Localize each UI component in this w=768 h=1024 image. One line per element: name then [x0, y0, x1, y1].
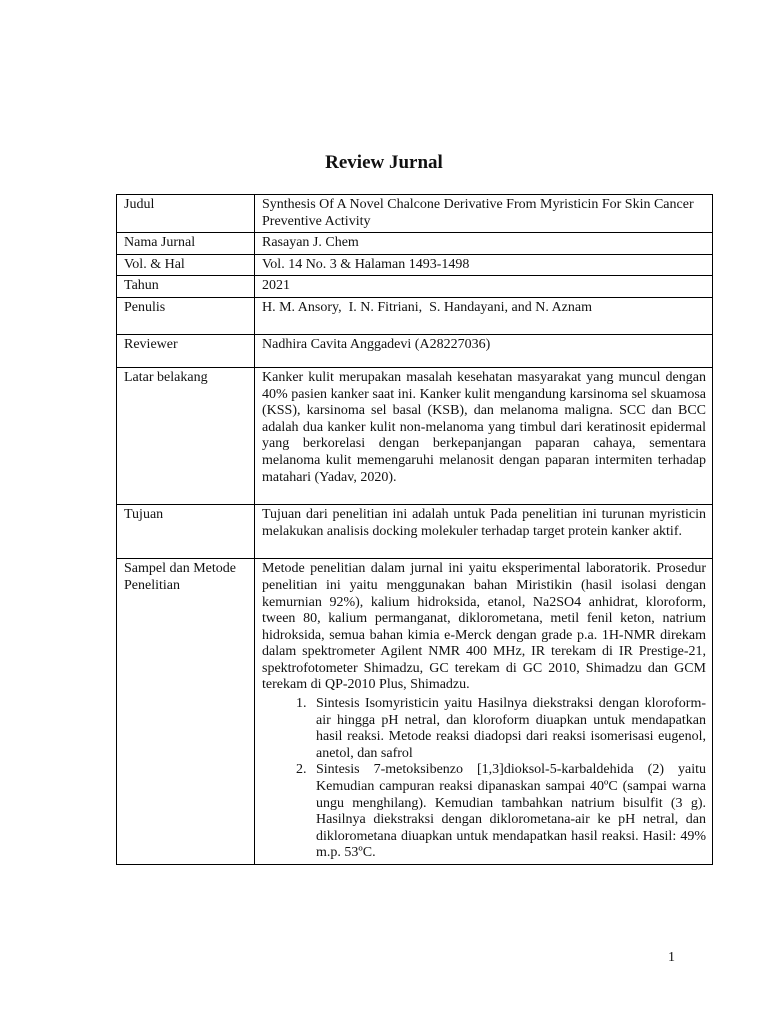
label-vol-hal: Vol. & Hal	[117, 254, 255, 276]
page-title: Review Jurnal	[325, 152, 443, 173]
label-penulis: Penulis	[117, 297, 255, 334]
table-row-judul	[117, 195, 713, 233]
label-sampel-metode: Sampel dan Metode Penelitian	[117, 559, 255, 865]
page-number: 1	[668, 950, 675, 965]
label-judul: Judul	[117, 195, 255, 233]
method-step: 1. Sintesis Isomyristicin yaitu Hasilnya diekstraksi dengan kloroform-air hingga pH netral, dan kloroform diuapkan untuk mendapatkan hasil reaksi. Metode reaksi diadopsi dari reaksi isomerisasi eugenol, anetol, dan safrol	[310, 696, 706, 762]
label-tahun: Tahun	[117, 276, 255, 298]
method-steps-list	[262, 696, 706, 862]
table-row-latar-belakang	[117, 367, 713, 504]
value-sampel-metode	[255, 559, 713, 865]
table-row-penulis	[117, 297, 713, 334]
value-judul: Synthesis Of A Novel Chalcone Derivative From Myristicin For Skin Cancer Preventive Activity	[255, 195, 713, 233]
method-step: 2. Sintesis 7-metoksibenzo [1,3]dioksol-5-karbaldehida (2) yaitu Kemudian campuran reaksi dipanaskan sampai 40ºC (sampai warna ungu menghilang). Kemudian tambahkan natrium bisulfit (3 g). Hasilnya diekstraksi dengan diklorometana-air ke pH netral, dan diklorometana diuapkan untuk mendapatkan hasil reaksi. Hasil: 49% m.p. 53ºC.	[310, 762, 706, 862]
value-tahun: 2021	[255, 276, 713, 298]
value-penulis: H. M. Ansory, I. N. Fitriani, S. Handayani, and N. Aznam	[255, 297, 713, 334]
value-nama-jurnal: Rasayan J. Chem	[255, 233, 713, 255]
sampel-paragraph: Metode penelitian dalam jurnal ini yaitu eksperimental laboratorik. Prosedur penelitian ini yaitu menggunakan bahan Miristikin (hasil isolasi dengan kemurnian 92%), kalium hidroksida, etanol, Na2SO4 anhidrat, kloroform, tween 80, kalium permanganat, diklorometana, metil fenil keton, natrium hidroksida, semua bahan kimia e-Merck dengan grade p.a. 1H-NMR direkam dalam spektrometer Agilent NMR 400 MHz, IR terekam di IR Prestige-21, spektrofotometer Shimadzu, GC terekam di GC 2010, Shimadzu dan GCM terekam di QP-2010 Plus, Shimadzu.	[262, 561, 706, 693]
label-latar-belakang: Latar belakang	[117, 367, 255, 504]
table-row-nama-jurnal	[117, 233, 713, 255]
table-row-vol-hal	[117, 254, 713, 276]
value-vol-hal: Vol. 14 No. 3 & Halaman 1493-1498	[255, 254, 713, 276]
label-tujuan: Tujuan	[117, 505, 255, 559]
value-tujuan: Tujuan dari penelitian ini adalah untuk Pada penelitian ini turunan myristicin melakukan analisis docking molekuler terhadap target protein kanker aktif.	[255, 505, 713, 559]
table-row-tahun	[117, 276, 713, 298]
table-row-reviewer	[117, 334, 713, 367]
value-reviewer: Nadhira Cavita Anggadevi (A28227036)	[255, 334, 713, 367]
review-table	[116, 194, 713, 865]
value-latar-belakang: Kanker kulit merupakan masalah kesehatan masyarakat yang muncul dengan 40% pasien kanker saat ini. Kanker kulit mengandung karsinoma sel skuamosa (KSS), karsinoma sel basal (KSB), dan melanoma maligna. SCC dan BCC adalah dua kanker kulit non-melanoma yang timbul dari keratinosit epidermal yang berkorelasi dengan berkepanjangan paparan cahaya, sementara melanoma kulit memengaruhi melanosit dengan paparan intermiten terhadap matahari (Yadav, 2020).	[255, 367, 713, 504]
label-reviewer: Reviewer	[117, 334, 255, 367]
table-row-sampel-metode	[117, 559, 713, 865]
label-nama-jurnal: Nama Jurnal	[117, 233, 255, 255]
table-row-tujuan	[117, 505, 713, 559]
